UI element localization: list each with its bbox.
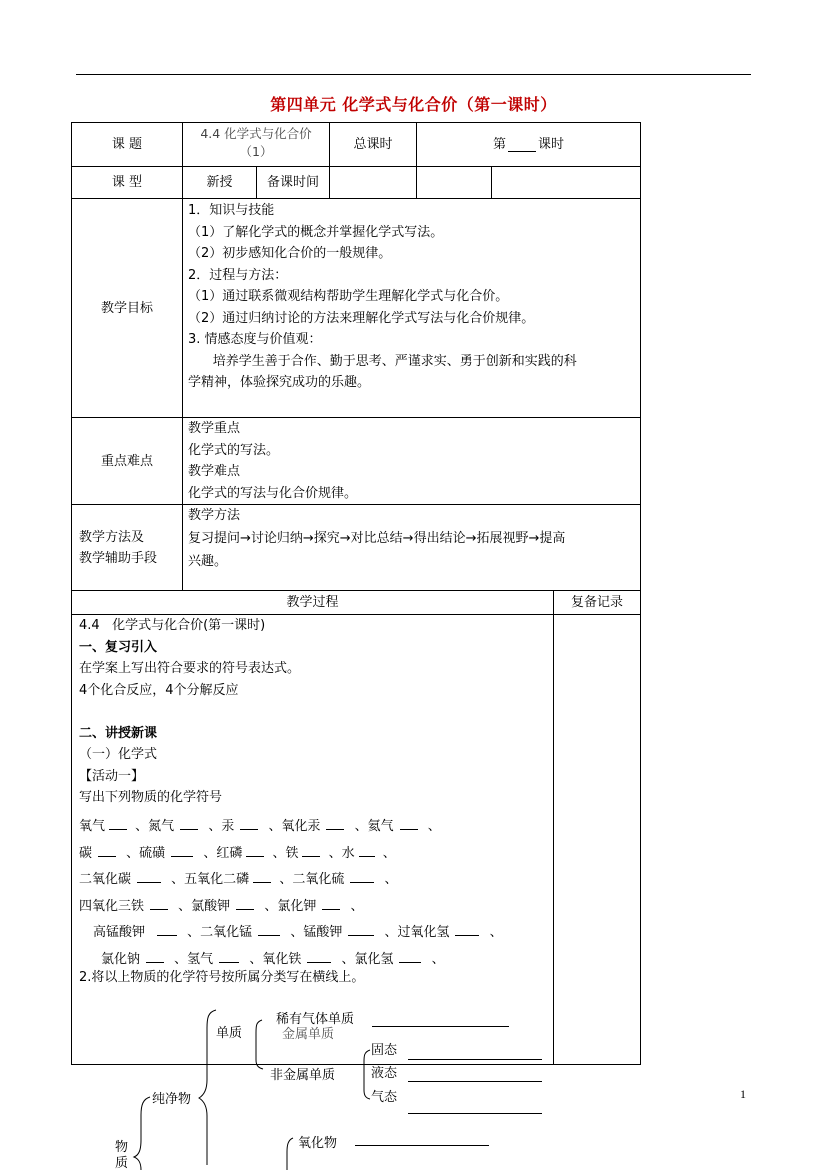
exercise-item: 氯化钠 xyxy=(101,951,141,967)
exercise-item: 四氧化三铁 xyxy=(79,898,145,914)
objective-line: 2．过程与方法： xyxy=(188,267,288,283)
exercise-item: 、氯化氢 xyxy=(341,951,394,967)
exercise-item: 、氯化钾 xyxy=(264,898,317,914)
tree-liquid: 液态 xyxy=(371,1066,398,1081)
exercise-item: 、 xyxy=(427,819,441,834)
topic-line-2: （1） xyxy=(239,144,273,159)
keypoint-line: 教学重点 xyxy=(188,421,241,436)
topic-line-1: 4.4 化学式与化合价 xyxy=(200,126,312,141)
lesson-prefix: 第 xyxy=(492,137,506,152)
answer-line[interactable] xyxy=(408,1113,542,1114)
new-lesson-title: 二、讲授新课 xyxy=(79,725,158,741)
review-title: 一、复习引入 xyxy=(79,639,158,655)
tree-pure: 纯净物 xyxy=(152,1092,192,1107)
tree-solid: 固态 xyxy=(371,1043,398,1058)
exercise-item: 、氢气 xyxy=(174,951,214,967)
exercise-item: 、 xyxy=(350,898,364,914)
exercise-item: 、 xyxy=(431,951,445,967)
exercise-item: 、氮气 xyxy=(135,819,175,834)
exercise-item: 、 xyxy=(384,872,398,887)
tree-oxide: 氧化物 xyxy=(298,1136,338,1151)
answer-line[interactable] xyxy=(408,1059,542,1060)
process-header: 教学过程 xyxy=(286,595,339,610)
exercise-item: 、氧化铁 xyxy=(249,951,302,967)
exercise-item: 氧气 xyxy=(79,819,106,834)
exercise-item: 、二氧化硫 xyxy=(279,872,345,887)
record-header: 复备记录 xyxy=(570,595,623,610)
exercise-item: 、硫磺 xyxy=(126,845,166,861)
exercise-item: 、五氧化二磷 xyxy=(171,872,250,887)
activity-intro: 写出下列物质的化学符号 xyxy=(79,790,223,805)
keypoint-line: 教学难点 xyxy=(188,464,241,479)
exercise-item: 、氦气 xyxy=(354,819,394,834)
method-line: 教学方法 xyxy=(188,508,241,523)
answer-line[interactable] xyxy=(408,1081,542,1082)
exercise-item: 、锰酸钾 xyxy=(290,925,343,940)
exercise-item: 、 xyxy=(489,925,503,940)
review-line: 4个化合反应，4个分解反应 xyxy=(79,682,239,698)
objective-line: （1）通过联系微观结构帮助学生理解化学式与化合价。 xyxy=(188,289,509,304)
tree-metal: 金属单质 xyxy=(282,1027,335,1042)
topic-label: 课 题 xyxy=(111,137,143,152)
objective-line: （2）初步感知化合价的一般规律。 xyxy=(188,246,392,261)
total-lessons-label: 总课时 xyxy=(353,137,393,152)
page-number: 1 xyxy=(740,1087,746,1101)
answer-line[interactable] xyxy=(355,1145,489,1146)
exercise-item: 、 xyxy=(382,845,396,861)
tree-element: 单质 xyxy=(216,1026,243,1041)
activity-title: 【活动一】 xyxy=(79,768,145,784)
process-heading: 4.4 化学式与化合价(第一课时) xyxy=(79,618,266,633)
objective-line: （2）通过归纳讨论的方法来理解化学式写法与化合价规律。 xyxy=(188,310,535,326)
exercise-item: 、过氧化氢 xyxy=(384,925,450,940)
keypoint-line: 化学式的写法与化合价规律。 xyxy=(188,485,358,501)
exercise-item: 、红磷 xyxy=(203,845,243,861)
objective-line: 3. 情感态度与价值观： xyxy=(188,332,322,347)
tree-substance: 物质 xyxy=(115,1140,129,1171)
objective-line: 1．知识与技能 xyxy=(188,203,275,218)
exercise-item: 、汞 xyxy=(208,819,235,834)
subsection-formula: （一）化学式 xyxy=(79,747,158,762)
objectives-label: 教学目标 xyxy=(100,300,153,316)
exercise-item: 碳 xyxy=(79,845,93,861)
exercise-item: 、二氧化锰 xyxy=(187,925,253,940)
review-line: 在学案上写出符合要求的符号表达式。 xyxy=(79,661,301,676)
methods-label-line-1: 教学方法及 xyxy=(79,530,145,545)
lesson-suffix: 课时 xyxy=(538,137,565,152)
objective-line: 培养学生善于合作、勤于思考、严谨求实、勇于创新和实践的科 xyxy=(188,353,577,369)
lesson-type-value: 新授 xyxy=(206,175,233,190)
answer-line[interactable] xyxy=(372,1026,509,1027)
method-line: 兴趣。 xyxy=(188,554,228,569)
tree-gas: 气态 xyxy=(371,1090,398,1105)
objective-line: 学精神，体验探究成功的乐趣。 xyxy=(188,375,371,390)
exercise-item: 、氧化汞 xyxy=(268,819,321,834)
tree-nonmetal: 非金属单质 xyxy=(270,1068,336,1083)
classify-instruction: 2.将以上物质的化学符号按所属分类写在横线上。 xyxy=(79,970,365,985)
keypoint-line: 化学式的写法。 xyxy=(188,442,280,458)
page-title: 第四单元 化学式与化合价（第一课时） xyxy=(270,95,557,114)
exercise-item: 、水 xyxy=(328,845,355,861)
exercise-item: 、铁 xyxy=(272,845,299,861)
exercise-item: 高锰酸钾 xyxy=(93,925,146,940)
keypoints-label: 重点难点 xyxy=(100,453,153,469)
tree-noble-gas: 稀有气体单质 xyxy=(276,1012,355,1027)
exercise-item: 、氯酸钾 xyxy=(178,898,231,914)
objective-line: （1）了解化学式的概念并掌握化学式写法。 xyxy=(188,224,444,240)
lesson-type-label: 课 型 xyxy=(111,175,143,190)
exercise-item: 二氧化碳 xyxy=(79,872,132,887)
prep-time-label: 备课时间 xyxy=(266,175,319,190)
methods-label-line-2: 教学辅助手段 xyxy=(79,551,158,566)
method-line: 复习提问→讨论归纳→探究→对比总结→得出结论→拓展视野→提高 xyxy=(188,531,566,546)
